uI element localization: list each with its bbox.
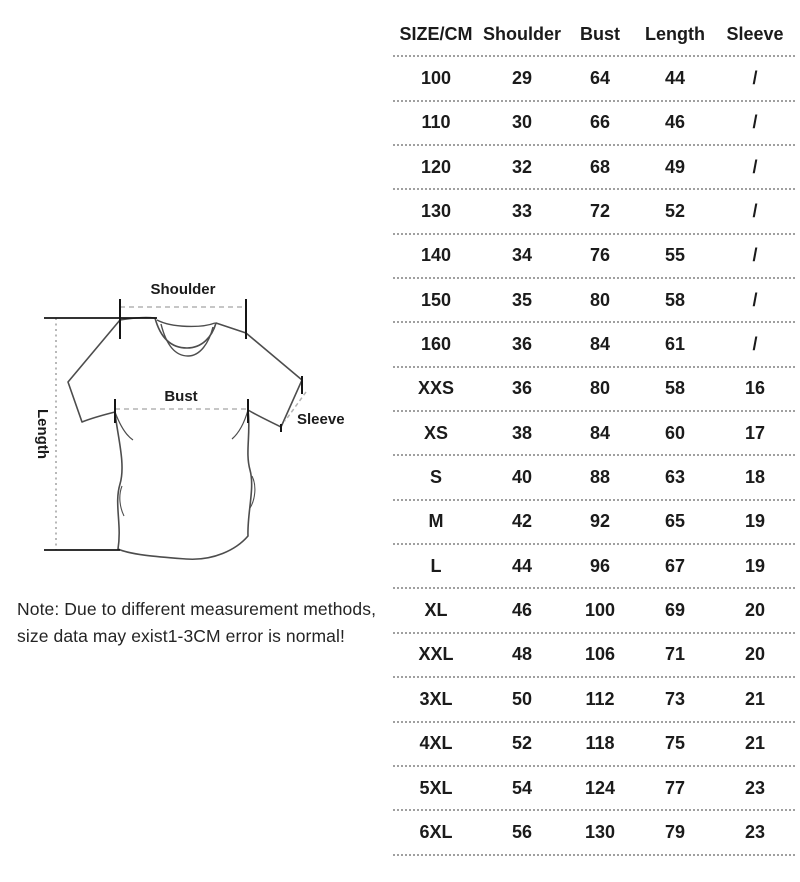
column-header-length: Length — [645, 23, 705, 44]
table-row — [393, 235, 795, 279]
table-cell: 150 — [420, 289, 452, 310]
table-cell: 140 — [420, 245, 452, 266]
column-header-shoulder: Shoulder — [482, 23, 561, 44]
table-row — [393, 323, 795, 367]
table-cell: 75 — [664, 733, 686, 754]
table-cell: 84 — [589, 334, 611, 355]
table-cell: 60 — [664, 422, 686, 443]
table-cell: 76 — [589, 245, 611, 266]
table-cell: 3XL — [419, 688, 453, 709]
table-cell: 130 — [420, 201, 452, 222]
table-cell: 96 — [589, 555, 611, 576]
table-cell: / — [752, 156, 758, 177]
table-cell: 46 — [664, 112, 686, 133]
table-cell: 58 — [664, 289, 686, 310]
table-cell: 20 — [744, 600, 766, 621]
table-cell: / — [752, 334, 758, 355]
table-cell: 49 — [664, 156, 686, 177]
table-cell: 19 — [744, 555, 766, 576]
table-cell: 32 — [511, 156, 533, 177]
table-cell: 34 — [511, 245, 533, 266]
table-cell: 56 — [511, 821, 533, 842]
table-cell: 52 — [511, 733, 533, 754]
table-cell: 61 — [664, 334, 686, 355]
table-row — [393, 501, 795, 545]
column-header-size: SIZE/CM — [399, 23, 473, 44]
note-text — [17, 596, 377, 650]
table-cell: 21 — [744, 688, 766, 709]
table-cell: 19 — [744, 511, 766, 532]
table-cell: S — [429, 467, 442, 488]
table-cell: 112 — [585, 688, 615, 709]
table-row — [393, 102, 795, 146]
table-row — [393, 545, 795, 589]
note-line-1: Note: Due to different measurement methods, — [17, 599, 377, 619]
table-cell: 160 — [420, 334, 452, 355]
table-cell: 52 — [664, 201, 686, 222]
table-cell: 4XL — [419, 733, 453, 754]
bust-label: Bust — [164, 388, 198, 405]
table-row — [393, 279, 795, 323]
table-cell: 54 — [511, 777, 533, 798]
table-cell: 79 — [664, 821, 686, 842]
table-cell: 110 — [421, 112, 451, 133]
table-cell: 33 — [511, 201, 533, 222]
table-cell: 58 — [664, 378, 686, 399]
table-row — [393, 456, 795, 500]
table-cell: 6XL — [419, 821, 453, 842]
size-table — [393, 13, 795, 856]
table-cell: 55 — [664, 245, 686, 266]
table-cell: 88 — [589, 467, 611, 488]
table-cell: 63 — [664, 467, 686, 488]
table-cell: 73 — [664, 688, 686, 709]
length-label: Length — [34, 409, 51, 459]
table-row — [393, 368, 795, 412]
column-header-sleeve: Sleeve — [726, 23, 784, 44]
table-cell: 21 — [744, 733, 766, 754]
table-cell: 44 — [511, 555, 533, 576]
table-cell: 36 — [511, 334, 533, 355]
table-cell: 29 — [511, 68, 533, 89]
table-cell: 18 — [744, 467, 766, 488]
table-row — [393, 57, 795, 101]
tshirt-outline — [68, 318, 302, 560]
note-line-2: size data may exist1-3CM error is normal! — [17, 626, 345, 646]
table-cell: 130 — [584, 821, 616, 842]
table-cell: 38 — [511, 422, 533, 443]
table-row — [393, 412, 795, 456]
table-cell: 64 — [589, 68, 611, 89]
table-cell: 68 — [589, 156, 611, 177]
table-cell: 42 — [511, 511, 533, 532]
table-cell: 35 — [511, 289, 533, 310]
collar-back-arc — [157, 320, 215, 326]
table-cell: 46 — [511, 600, 533, 621]
table-cell: 84 — [589, 422, 611, 443]
table-cell: XXS — [417, 378, 455, 399]
table-cell: 72 — [589, 201, 611, 222]
table-cell: L — [430, 555, 442, 576]
table-cell: 66 — [589, 112, 611, 133]
column-header-bust: Bust — [580, 23, 620, 44]
table-cell: / — [752, 112, 758, 133]
table-cell: 92 — [589, 511, 611, 532]
shoulder-label: Shoulder — [150, 281, 216, 298]
table-row — [393, 723, 795, 767]
table-row — [393, 634, 795, 678]
table-row — [393, 146, 795, 190]
table-cell: 16 — [744, 378, 766, 399]
table-cell: 71 — [664, 644, 686, 665]
table-cell: XL — [424, 600, 448, 621]
table-cell: 30 — [511, 112, 533, 133]
table-cell: 124 — [584, 777, 616, 798]
table-cell: 120 — [420, 156, 452, 177]
table-cell: 80 — [589, 289, 611, 310]
table-cell: 48 — [511, 644, 533, 665]
table-cell: 100 — [584, 600, 616, 621]
table-cell: 69 — [664, 600, 686, 621]
table-cell: 50 — [511, 688, 533, 709]
table-cell: / — [752, 245, 758, 266]
table-cell: / — [752, 68, 758, 89]
table-header-row — [393, 13, 795, 57]
table-cell: 118 — [585, 733, 615, 754]
table-cell: 20 — [744, 644, 766, 665]
table-row — [393, 767, 795, 811]
table-cell: 23 — [744, 821, 766, 842]
table-cell: 77 — [664, 777, 686, 798]
table-cell: 80 — [589, 378, 611, 399]
table-cell: 100 — [420, 68, 452, 89]
tshirt-measurement-diagram — [10, 272, 380, 582]
table-cell: 40 — [511, 467, 533, 488]
table-cell: 106 — [584, 644, 616, 665]
table-cell: 67 — [664, 555, 686, 576]
table-row — [393, 190, 795, 234]
table-cell: 23 — [744, 777, 766, 798]
table-cell: 5XL — [419, 777, 453, 798]
table-cell: XS — [423, 422, 448, 443]
table-cell: / — [752, 201, 758, 222]
table-body — [393, 57, 795, 855]
table-cell: / — [752, 289, 758, 310]
table-cell: XXL — [418, 644, 454, 665]
sleeve-label: Sleeve — [297, 411, 345, 428]
table-cell: 44 — [664, 68, 686, 89]
table-row — [393, 811, 795, 855]
table-cell: 36 — [511, 378, 533, 399]
table-row — [393, 678, 795, 722]
table-cell: M — [428, 511, 444, 532]
table-cell: 65 — [664, 511, 686, 532]
table-cell: 17 — [744, 422, 766, 443]
table-row — [393, 589, 795, 633]
